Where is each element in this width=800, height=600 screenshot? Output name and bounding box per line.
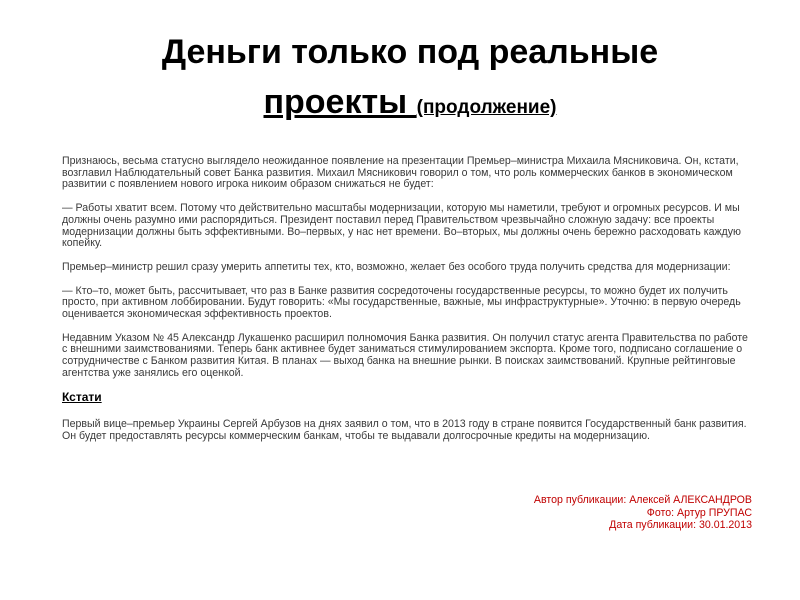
slide-title-line-2 (60, 78, 760, 132)
article-body (62, 156, 752, 455)
title-text-2: проекты (263, 83, 417, 121)
credit-photo: Фото: Артур ПРУПАС (646, 506, 752, 519)
paragraph-2: — Работы хватит всем. Потому что действительно масштабы модернизации, которую мы наметили, требуют и огромных ресурсов. И мы должны очень разумно ими распорядиться. Президент поставил перед Правительством чрезвычайно сложную задачу: все проекты модернизации должны быть эффективными. Во–первых, у нас нет времени. Во–вторых, мы должны очень бережно расходовать каждую копейку. (62, 202, 741, 250)
paragraph-5: Недавним Указом № 45 Александр Лукашенко расширил полномочия Банка развития. Он получил статус агента Правительства по работе с внешними заимствованиями. Теперь банк активнее будет заниматься стимулированием экспорта. Кроме того, подписано соглашение о сотрудничестве с Банком развития Китая. В планах — выход банка на внешние рынки. В поисках заимствований. Крупные рейтинговые агентства уже занялись его оценкой. (62, 331, 748, 379)
credit-date: Дата публикации: 30.01.2013 (609, 519, 752, 532)
slide-title-line-1 (60, 28, 760, 76)
publication-credits (534, 494, 752, 532)
paragraph-3: Премьер–министр решил сразу умерить аппетиты тех, кто, возможно, желает без особого труда получить средства для модернизации: (62, 260, 731, 273)
title-subtitle: (продолжение) (416, 97, 557, 118)
section-heading: Кстати (62, 389, 102, 404)
paragraph-1: Признаюсь, весьма статусно выглядело неожиданное появление на презентации Премьер–министра Михаила Мясниковича. Он, кстати, возглавил Наблюдательный совет Банка развития. Михаил Мясникович говорил о том, что роль коммерческих банков в экономическом развитии с появлением нового игрока никоим образом снижаться не будет: (62, 155, 739, 191)
paragraph-final: Первый вице–премьер Украины Сергей Арбузов на днях заявил о том, что в 2013 году в стране появится Государственный банк развития. Он будет предоставлять ресурсы коммерческим банкам, чтобы те выдавали долгосрочные кредиты на модернизацию. (62, 418, 747, 442)
credit-author: Автор публикации: Алексей АЛЕКСАНДРОВ (533, 494, 752, 506)
paragraph-4: — Кто–то, может быть, рассчитывает, что раз в Банке развития сосредоточены государственные ресурсы, то можно будет их получить просто, при активном лоббировании. Будут говорить: «Мы государственные, важные, мы инфраструктурные». Уточню: в первую очередь оценивается экономическая эффективность проектов. (62, 284, 741, 321)
title-text-1: Деньги только под реальные (161, 33, 659, 71)
